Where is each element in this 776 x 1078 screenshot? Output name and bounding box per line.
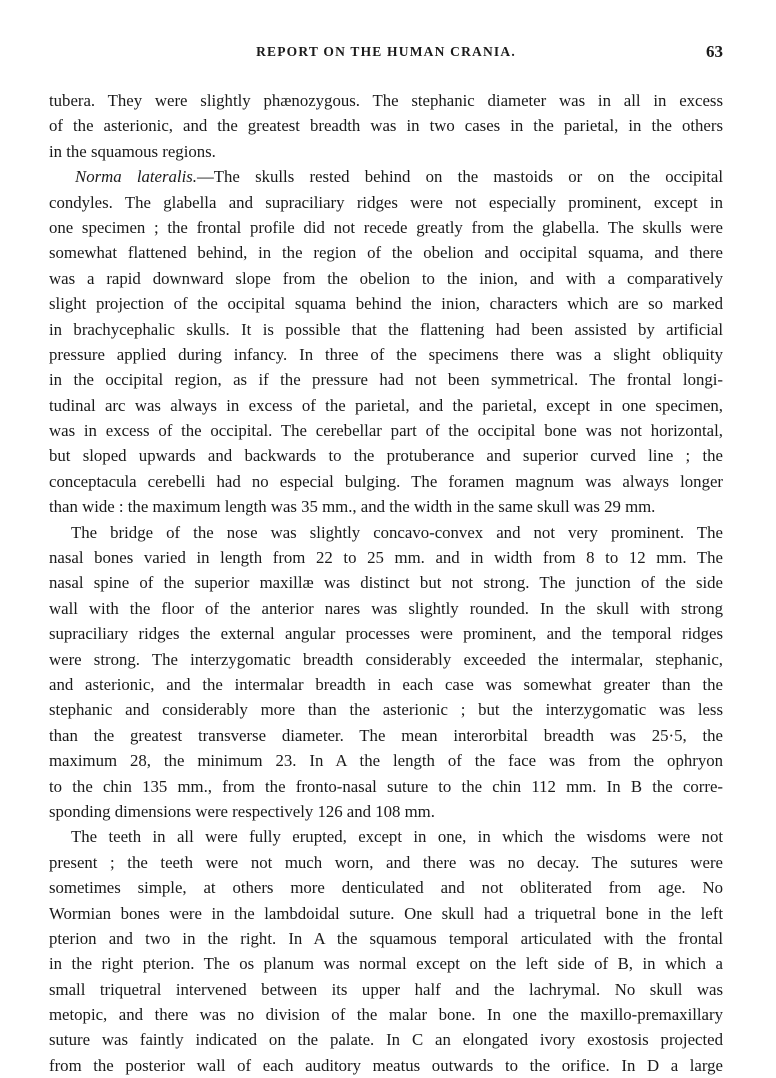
text-line: tubera. They were slightly phænozygous. The stephanic diameter was in all in excess [49, 91, 723, 110]
text-line: wall with the floor of the anterior nares was slightly rounded. In the skull with strong [49, 598, 723, 618]
text-line: The bridge of the nose was slightly concavo-convex and not very prominent. The [71, 522, 723, 542]
running-header [49, 44, 723, 68]
text-line: small triquetral intervened between its upper half and the lachrymal. No skull was [49, 979, 723, 999]
text-line: to the chin 135 mm., from the fronto-nasal suture to the chin 112 mm. In B the corre- [49, 776, 723, 796]
text-line: than the greatest transverse diameter. The mean interorbital breadth was 25·5, the [49, 725, 723, 745]
text-line: from the posterior wall of each auditory meatus outwards to the orifice. In D a large [49, 1055, 723, 1075]
text-line: in the occipital region, as if the pressure had not been symmetrical. The frontal longi- [49, 370, 723, 390]
body-text [49, 88, 723, 1078]
text-line: nasal bones varied in length from 22 to 25 mm. and in width from 8 to 12 mm. The [49, 548, 723, 568]
text-line: sometimes simple, at others more denticulated and not obliterated from age. No [49, 878, 723, 898]
text-line: suture was faintly indicated on the palate. In C an elongated ivory exostosis projected [49, 1030, 723, 1050]
text-line: metopic, and there was no division of the malar bone. In one the maxillo-premaxillary [49, 1005, 723, 1025]
text-line: maximum 28, the minimum 23. In A the length of the face was from the ophryon [49, 751, 723, 771]
text-line: The teeth in all were fully erupted, except in one, in which the wisdoms were not [71, 827, 723, 847]
text-line: than wide : the maximum length was 35 mm., and the width in the same skull was 29 mm. [49, 497, 656, 517]
text-line: pressure applied during infancy. In three of the specimens there was a slight obliquity [49, 344, 723, 364]
text-line: but sloped upwards and backwards to the protuberance and superior curved line ; the [49, 446, 723, 466]
text-line: tudinal arc was always in excess of the parietal, and the parietal, except in one specimen, [49, 395, 723, 415]
text-line: in brachycephalic skulls. It is possible that the flattening had been assisted by artificial [49, 319, 723, 339]
text-line: in the squamous regions. [49, 141, 216, 161]
text-line: nasal spine of the superior maxillæ was distinct but not strong. The junction of the side [49, 573, 723, 593]
text-line: sponding dimensions were respectively 126 and 108 mm. [49, 801, 435, 821]
text-line: Wormian bones were in the lambdoidal suture. One skull had a triquetral bone in the left [49, 903, 723, 923]
page-number: 63 [706, 42, 723, 61]
text-line: condyles. The glabella and supraciliary ridges were not especially prominent, except in [49, 192, 723, 212]
text-line: somewhat flattened behind, in the region of the obelion and occipital squama, and there [49, 243, 723, 263]
italic-heading: Norma lateralis. [75, 167, 197, 187]
running-title: REPORT ON THE HUMAN CRANIA. [256, 44, 516, 59]
text-line: supraciliary ridges the external angular processes were prominent, and the temporal ridges [49, 624, 723, 644]
text-line: in the right pterion. The os planum was normal except on the left side of B, in which a [49, 954, 723, 974]
text-line: pterion and two in the right. In A the squamous temporal articulated with the frontal [49, 928, 723, 948]
text-line: slight projection of the occipital squama behind the inion, characters which are so marked [49, 294, 723, 314]
text-line: were strong. The interzygomatic breadth considerably exceeded the intermalar, stephanic, [49, 649, 723, 669]
text-line: present ; the teeth were not much worn, and there was no decay. The sutures were [49, 852, 723, 872]
text-line: and asterionic, and the intermalar breadth in each case was somewhat greater than the [49, 674, 723, 694]
text-line: was a rapid downward slope from the obelion to the inion, and with a comparatively [49, 268, 723, 288]
text-line: stephanic and considerably more than the asterionic ; but the interzygomatic was less [49, 700, 723, 720]
text-line: one specimen ; the frontal profile did not recede greatly from the glabella. The skulls were [49, 217, 723, 237]
text-line: was in excess of the occipital. The cerebellar part of the occipital bone was not horizontal, [49, 421, 723, 441]
text-line: of the asterionic, and the greatest breadth was in two cases in the parietal, in the others [49, 116, 723, 136]
text-line: conceptacula cerebelli had no especial bulging. The foramen magnum was always longer [49, 471, 723, 491]
text-line [49, 164, 723, 189]
line-text: —The skulls rested behind on the mastoids or on the occipital [196, 167, 723, 187]
